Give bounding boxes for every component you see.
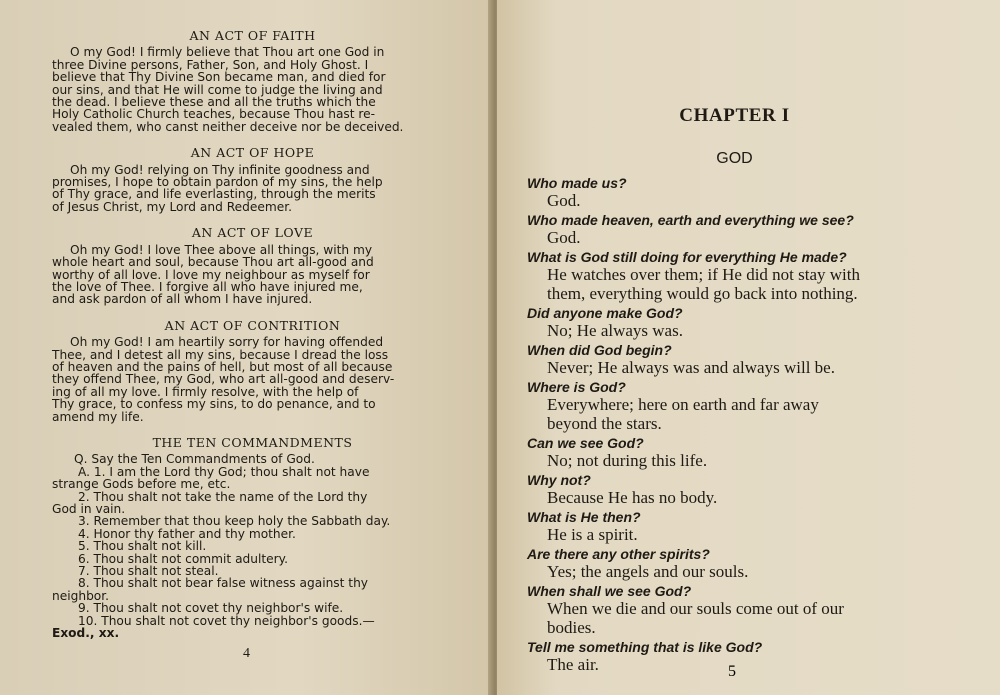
commandment-line: 4. Honor thy father and thy mother. <box>78 526 296 541</box>
answer: bodies. <box>547 618 596 637</box>
answer: God. <box>547 228 581 247</box>
question: Are there any other spirits? <box>527 546 710 562</box>
text-line: whole heart and soul, because Thou art all-good and <box>52 255 374 270</box>
faith-heading: AN ACT OF FAITH <box>189 28 316 43</box>
commandment-line: Exod., xx. <box>52 626 120 641</box>
text-line: vealed them, who canst neither deceive nor be deceived. <box>52 119 404 134</box>
text-line: ing of all my love. I firmly resolve, with the help of <box>52 384 359 399</box>
answer: Never; He always was and always will be. <box>547 358 835 377</box>
commandment-line: 9. Thou shalt not covet thy neighbor's wife. <box>78 601 344 616</box>
text-line: our sins, and that He will come to judge the living and <box>52 82 383 97</box>
text-line: Holy Catholic Church teaches, because Thou hast re- <box>52 107 376 122</box>
page-number-left: 4 <box>243 646 250 661</box>
commandment-line: neighbor. <box>52 588 110 603</box>
text-line: of Jesus Christ, my Lord and Redeemer. <box>52 199 293 214</box>
answer: He watches over them; if He did not stay with <box>547 265 861 284</box>
text-line: Thee, and I detest all my sins, because I dread the loss <box>52 347 389 362</box>
text-line: of Thy grace, and life everlasting, through the merits <box>52 187 376 202</box>
answer: Because He has no body. <box>547 488 718 507</box>
hope-heading: AN ACT OF HOPE <box>190 145 315 161</box>
answer: When we die and our souls come out of our <box>547 599 844 618</box>
question: Who made heaven, earth and everything we see? <box>527 212 854 228</box>
answer: God. <box>547 191 581 210</box>
commandment-line: 5. Thou shalt not kill. <box>78 539 207 554</box>
text-line: Oh my God! I love Thee above all things, with my <box>70 242 373 257</box>
text-line: worthy of all love. I love my neighbour as myself for <box>52 267 370 282</box>
answer: No; He always was. <box>547 321 683 340</box>
left-page <box>0 0 493 695</box>
commandment-line: 8. Thou shalt not bear false witness against thy <box>78 576 369 591</box>
commandment-line: A. 1. I am the Lord thy God; thou shalt not have <box>78 464 370 479</box>
question: What is He then? <box>527 509 641 525</box>
text-line: O my God! I firmly believe that Thou art one God in <box>70 45 385 60</box>
answer: No; not during this life. <box>547 451 708 470</box>
text-line: and ask pardon of all whom I have injured. <box>52 292 313 307</box>
commandment-line: 10. Thou shalt not covet thy neighbor's goods.— <box>78 613 375 628</box>
page-number-right: 5 <box>728 663 736 680</box>
right-page <box>497 0 1000 695</box>
question: What is God still doing for everything He made? <box>527 249 847 265</box>
text-line: promises, I hope to obtain pardon of my sins, the help <box>52 175 383 190</box>
question: Can we see God? <box>527 435 644 451</box>
question: Did anyone make God? <box>527 305 683 321</box>
text-line: amend my life. <box>52 409 144 424</box>
question: When did God begin? <box>527 342 672 358</box>
answer: beyond the stars. <box>547 414 662 433</box>
section-title: GOD <box>716 150 753 167</box>
text-line: they offend Thee, my God, who art all-good and deserv- <box>52 372 395 387</box>
text-line: Thy grace, to confess my sins, to do penance, and to <box>52 397 376 412</box>
answer: He is a spirit. <box>547 525 638 544</box>
love-text <box>52 244 453 306</box>
question: Tell me something that is like God? <box>527 639 763 655</box>
text-line: three Divine persons, Father, Son, and Holy Ghost. I <box>52 57 369 72</box>
contrition-heading: AN ACT OF CONTRITION <box>164 317 341 333</box>
question: Where is God? <box>527 379 626 395</box>
hope-text <box>52 164 453 214</box>
question: When shall we see God? <box>527 583 692 599</box>
answer: Everywhere; here on earth and far away <box>547 395 819 414</box>
commandment-line: 7. Thou shalt not steal. <box>78 564 219 579</box>
text-line: Oh my God! relying on Thy infinite goodness and <box>70 162 370 177</box>
text-line: believe that Thy Divine Son became man, and died for <box>52 70 386 85</box>
love-heading: AN ACT OF LOVE <box>191 225 314 241</box>
commandments-heading: THE TEN COMMANDMENTS <box>152 434 353 450</box>
faith-text <box>52 46 453 133</box>
answer: them, everything would go back into nothing. <box>547 284 858 303</box>
commandment-line: 2. Thou shalt not take the name of the Lord thy <box>78 489 368 504</box>
commandment-line: God in vain. <box>52 502 126 516</box>
text-line: Oh my God! I am heartily sorry for having offended <box>70 335 384 350</box>
answer: Yes; the angels and our souls. <box>547 562 749 581</box>
answer: The air. <box>547 655 599 674</box>
chapter-heading: CHAPTER I <box>679 105 790 126</box>
commandment-line: strange Gods before me, etc. <box>52 477 231 492</box>
text-line: the dead. I believe these and all the truths which the <box>52 95 376 110</box>
text-line: the love of Thee. I forgive all who have injured me, <box>52 279 363 294</box>
contrition-text <box>52 336 453 423</box>
commandments-list <box>52 453 453 639</box>
commandment-line: 6. Thou shalt not commit adultery. <box>78 551 289 566</box>
question: Why not? <box>527 472 591 488</box>
catechism-qa <box>527 174 942 674</box>
commandment-line: 3. Remember that thou keep holy the Sabbath day. <box>78 514 391 529</box>
commandment-line: Q. Say the Ten Commandments of God. <box>74 452 315 467</box>
text-line: of heaven and the pains of hell, but most of all because <box>52 359 393 374</box>
question: Who made us? <box>527 175 627 191</box>
